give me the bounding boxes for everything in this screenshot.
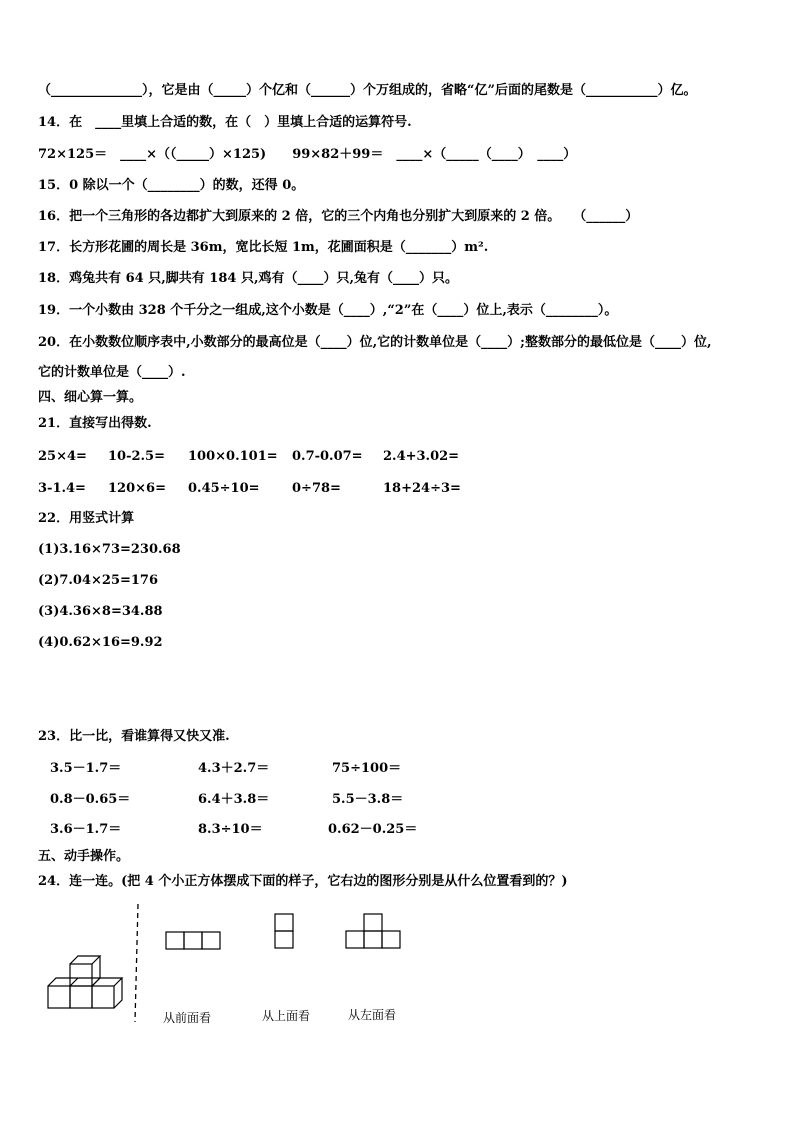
q17: 17．长方形花圃的周长是 36m，宽比长短 1m，花圃面积是（_______）m². — [38, 240, 489, 255]
q22-title: 22．用竖式计算 — [38, 511, 135, 526]
view-shape-t — [346, 914, 400, 948]
view-shape-two-stacked — [275, 914, 293, 948]
q23-item: 0.62－0.25＝ — [328, 822, 418, 837]
q22-item-1: (1)3.16×73=230.68 — [38, 542, 181, 557]
q23-item: 6.4＋3.8＝ — [198, 792, 270, 807]
q21-item: 3-1.4= — [38, 481, 86, 496]
q21-item: 0.45÷10= — [188, 481, 260, 496]
q20-continued: 它的计数单位是（____）. — [38, 365, 186, 380]
dashed-divider — [135, 904, 138, 1022]
view-shape-three-row — [166, 932, 220, 949]
q21-item: 0.7-0.07= — [292, 449, 363, 464]
q21-item: 120×6= — [108, 481, 166, 496]
section-four-heading: 四、细心算一算。 — [38, 390, 143, 405]
q21-item: 10-2.5= — [108, 449, 165, 464]
q23-item: 3.6－1.7＝ — [50, 822, 122, 837]
cube-3d-drawing — [48, 956, 122, 1008]
q23-item: 0.8－0.65＝ — [50, 792, 131, 807]
q22-item-4: (4)0.62×16=9.92 — [38, 635, 163, 650]
q13-continued-line: （______________），它是由（_____）个亿和（______）个万组成的，省略“亿”后面的尾数是（___________）亿。 — [38, 83, 697, 98]
q23-item: 5.5－3.8＝ — [332, 792, 404, 807]
q14-title: 14．在 ____里填上合适的数，在（ ）里填上合适的运算符号. — [38, 115, 412, 130]
section-five-heading: 五、动手操作。 — [38, 849, 130, 864]
q24-title: 24．连一连。(把 4 个小正方体摆成下面的样子，它右边的图形分别是从什么位置看到的？) — [38, 874, 568, 889]
q23-title: 23．比一比，看谁算得又快又准. — [38, 729, 230, 744]
q16: 16．把一个三角形的各边都扩大到原来的 2 倍，它的三个内角也分别扩大到原来的 2 倍。 （______） — [38, 209, 639, 224]
q21-item: 25×4= — [38, 449, 87, 464]
q21-item: 0÷78= — [292, 481, 341, 496]
q22-item-3: (3)4.36×8=34.88 — [38, 604, 163, 619]
q23-item: 3.5－1.7＝ — [50, 761, 122, 776]
q21-item: 2.4+3.02= — [383, 449, 460, 464]
q15: 15．0 除以一个（________）的数，还得 0。 — [38, 178, 305, 193]
caption-top-view: 从上面看 — [262, 1009, 311, 1023]
q22-item-2: (2)7.04×25=176 — [38, 573, 159, 588]
q23-item: 75÷100＝ — [332, 761, 402, 776]
caption-left-view: 从左面看 — [348, 1008, 397, 1022]
q21-title: 21．直接写出得数. — [38, 416, 152, 431]
q21-item: 100×0.101= — [188, 449, 278, 464]
caption-front-view: 从前面看 — [163, 1011, 212, 1025]
q20: 20．在小数数位顺序表中,小数部分的最高位是（____）位,它的计数单位是（____）;整数部分的最低位是（____）位, — [38, 335, 712, 350]
q23-item: 8.3÷10＝ — [198, 822, 263, 837]
q21-item: 18+24÷3= — [383, 481, 461, 496]
q14-equations: 72×125＝ ____×（（_____）×125) 99×82＋99＝ ____×（_____（____） ____） — [38, 147, 577, 162]
q23-item: 4.3＋2.7＝ — [198, 761, 270, 776]
q18: 18．鸡兔共有 64 只,脚共有 184 只,鸡有（____）只,兔有（____）只。 — [38, 271, 458, 286]
q19: 19．一个小数由 328 个千分之一组成,这个小数是（____）,“2”在（____）位上,表示（________）。 — [38, 303, 618, 318]
